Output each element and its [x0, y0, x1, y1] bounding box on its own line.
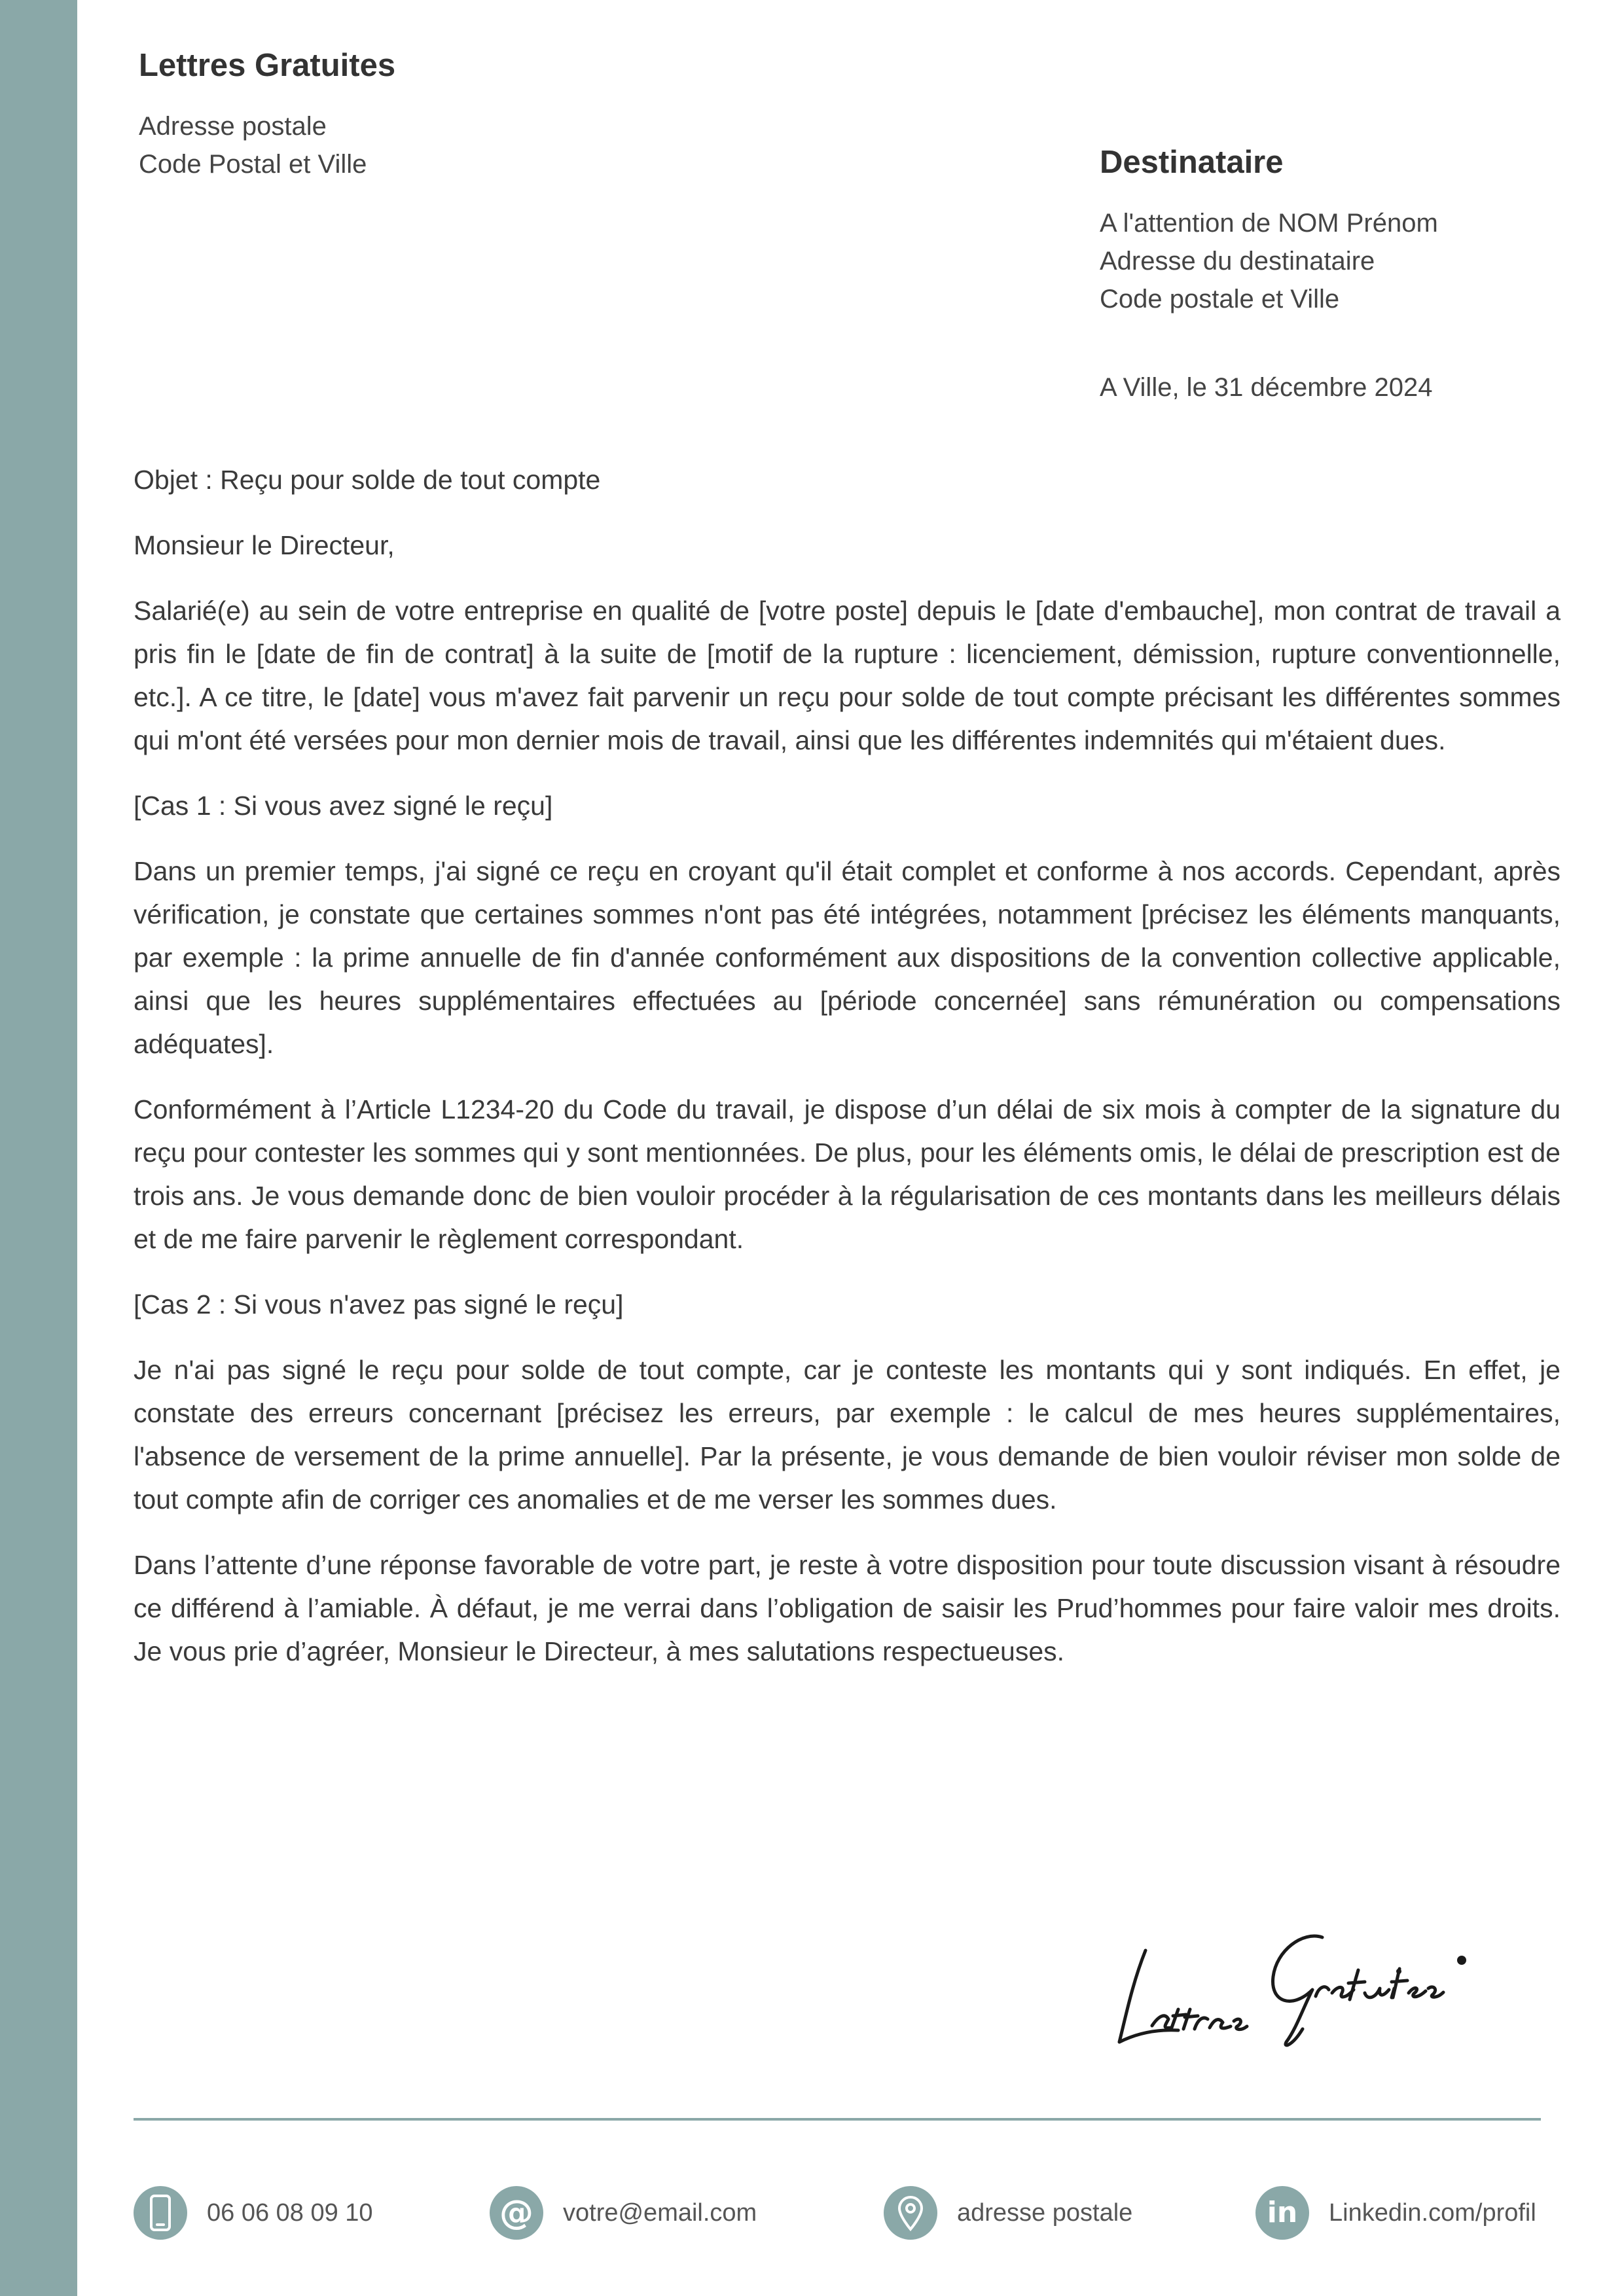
letter-salutation: Monsieur le Directeur,: [134, 530, 395, 560]
postal-address: adresse postale: [957, 2198, 1133, 2227]
recipient-title: Destinataire: [1100, 145, 1284, 180]
at-icon: @: [490, 2186, 543, 2240]
signature-dot-i: [1396, 1969, 1401, 1974]
side-accent-bar: [0, 0, 77, 2296]
case-2-heading: [Cas 2 : Si vous n'avez pas signé le reçu]: [134, 1289, 624, 1319]
contact-phone: [134, 2183, 373, 2242]
paragraph-case-1: Dans un premier temps, j'ai signé ce reçu en croyant qu'il était complet et conforme à nos accords. Cependant, après vérification, je constate que certaines sommes n'ont pas été intégrées, notamment [précisez les éléments manquants, par exemple : la prime annuelle de fin d'année conformément aux dispositions de la convention collective applicable, ainsi que les heures supplémentaires effectuées au [période concernée] sans rémunération ou compensations adéquates].: [134, 856, 1561, 1059]
case-1-heading: [Cas 1 : Si vous avez signé le reçu]: [134, 791, 553, 821]
footer-divider: [134, 2118, 1541, 2121]
signature-dot: [1457, 1956, 1466, 1965]
linkedin-url[interactable]: Linkedin.com/profil: [1329, 2198, 1536, 2227]
paragraph-intro: Salarié(e) au sein de votre entreprise en qualité de [votre poste] depuis le [date d'embauche], mon contrat de travail a pris fin le [date de fin de contrat] à la suite de [motif de la rupture : licenciement, démission, rupture conventionnelle, etc.]. A ce titre, le [date] vous m'avez fait parvenir un reçu pour solde de tout compte précisant les différentes sommes qui m'ont été versées pour mon dernier mois de travail, ainsi que les différentes indemnités qui m'étaient dues.: [134, 596, 1561, 755]
contact-address: [884, 2183, 1132, 2242]
sender-city: Code Postal et Ville: [139, 150, 367, 179]
letter-date: A Ville, le 31 décembre 2024: [1100, 373, 1433, 402]
sender-address: Adresse postale: [139, 112, 327, 141]
paragraph-closing: Dans l’attente d’une réponse favorable de votre part, je reste à votre disposition pour toute discussion visant à résoudre ce différend à l’amiable. À défaut, je me verrai dans l’obligation de saisir les Prud’hommes pour faire valoir mes droits. Je vous prie d’agréer, Monsieur le Directeur, à mes salutations respectueuses.: [134, 1550, 1561, 1666]
recipient-address: Adresse du destinataire: [1100, 247, 1375, 276]
paragraph-case-2: Je n'ai pas signé le reçu pour solde de tout compte, car je conteste les montants qui y sont indiqués. En effet, je constate des erreurs concernant [précisez les erreurs, par exemple : le calcul de mes heures supplémentaires, l'absence de versement de la prime annuelle]. Par la présente, je vous demande de bien vouloir réviser mon solde de tout compte afin de corriger ces anomalies et de me verser les sommes dues.: [134, 1355, 1561, 1515]
phone-number[interactable]: 06 06 08 09 10: [207, 2198, 373, 2227]
paragraph-legal: Conformément à l’Article L1234-20 du Code du travail, je dispose d’un délai de six mois à compter de la signature du reçu pour contester les sommes qui y sont mentionnées. De plus, pour les éléments omis, le délai de prescription est de trois ans. Je vous demande donc de bien vouloir procéder à la régularisation de ces montants dans les meilleurs délais et de me faire parvenir le règlement correspondant.: [134, 1094, 1561, 1254]
email-address[interactable]: votre@email.com: [563, 2198, 757, 2227]
recipient-block: [1100, 144, 1438, 318]
footer-contacts: [134, 2183, 1547, 2242]
linkedin-icon: in: [1255, 2186, 1309, 2240]
recipient-attention: A l'attention de NOM Prénom: [1100, 209, 1438, 238]
phone-icon: [134, 2186, 187, 2240]
sender-block: [139, 47, 395, 183]
sender-name: Lettres Gratuites: [139, 48, 396, 83]
contact-linkedin: [1255, 2183, 1536, 2242]
letter-subject: Objet : Reçu pour solde de tout compte: [134, 465, 601, 495]
contact-email: [490, 2183, 757, 2242]
letter-body: [134, 458, 1561, 1695]
handwritten-signature: [1106, 1911, 1486, 2062]
location-pin-icon: [884, 2186, 937, 2240]
recipient-city: Code postale et Ville: [1100, 285, 1340, 314]
